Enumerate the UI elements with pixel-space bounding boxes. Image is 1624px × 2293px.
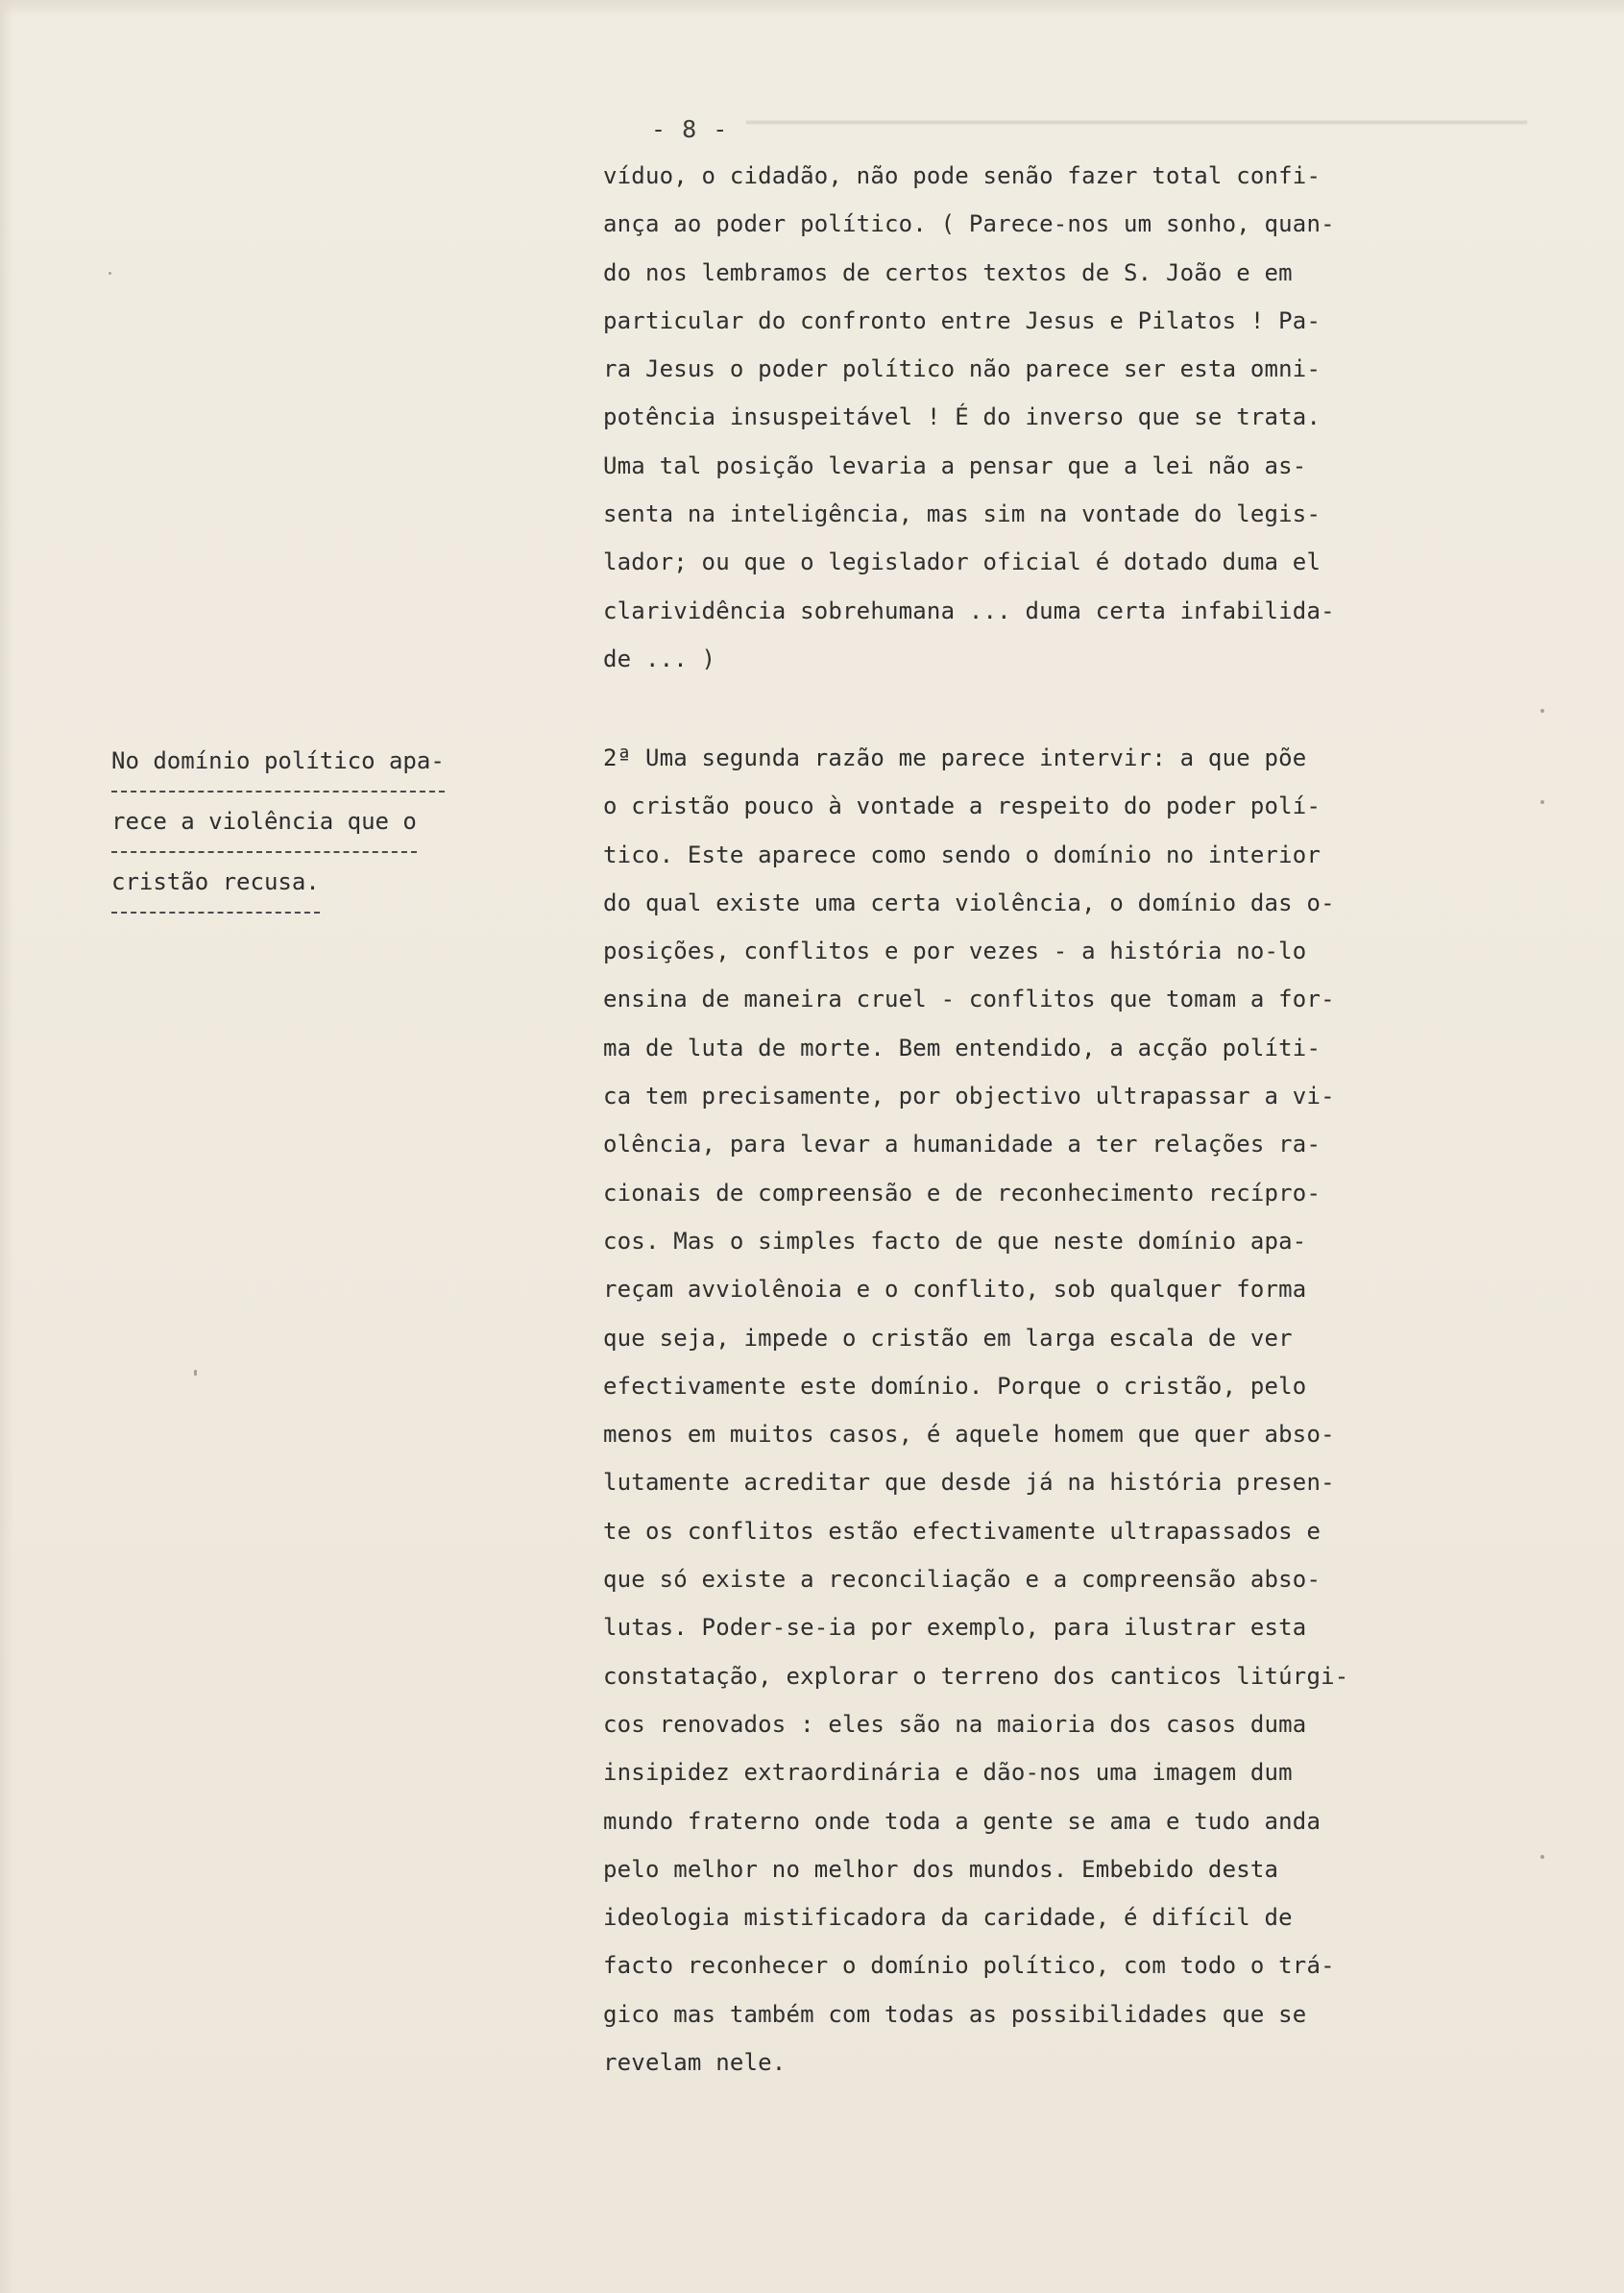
text-line: ensina de maneira cruel - conflitos que tomam a for-: [603, 986, 1335, 1013]
text-line: posições, conflitos e por vezes - a história no-lo: [603, 938, 1307, 965]
text-line: constatação, explorar o terreno dos canticos litúrgi-: [603, 1662, 1349, 1690]
text-line: efectivamente este domínio. Porque o cristão, pelo: [603, 1372, 1307, 1400]
paper-speck: [1540, 1855, 1544, 1859]
text-line: gico mas também com todas as possibilidades que se: [603, 2000, 1307, 2028]
text-line: lutamente acreditar que desde já na história presen-: [603, 1469, 1335, 1497]
text-line: do qual existe uma certa violência, o domínio das o-: [603, 889, 1335, 916]
paper-speck: [1540, 800, 1544, 804]
text-line: olência, para levar a humanidade a ter relações ra-: [603, 1131, 1321, 1159]
text-line: reçam avviolênoia e o conflito, sob qualquer forma: [603, 1276, 1307, 1304]
paper-speck: [1540, 709, 1544, 713]
text-line: víduo, o cidadão, não pode senão fazer total confi-: [603, 162, 1321, 189]
text-line: que seja, impede o cristão em larga escala de ver: [603, 1324, 1293, 1352]
text-line: ideologia mistificadora da caridade, é difícil de: [603, 1904, 1293, 1932]
text-line: ra Jesus o poder político não parece ser esta omni-: [603, 355, 1321, 383]
paragraph-1: [603, 152, 1448, 683]
text-line: ma de luta de morte. Bem entendido, a acção políti-: [603, 1034, 1321, 1061]
text-line: cos renovados : eles são na maioria dos casos duma: [603, 1710, 1307, 1738]
text-line: potência insuspeitável ! É do inverso que se trata.: [603, 403, 1321, 431]
text-line: tico. Este aparece como sendo o domínio no interior: [603, 841, 1321, 868]
text-line: revelam nele.: [603, 2049, 787, 2077]
text-line: pelo melhor no melhor dos mundos. Embebido desta: [603, 1855, 1279, 1883]
text-line: te os conflitos estão efectivamente ultrapassados e: [603, 1517, 1321, 1545]
paper-speck: [109, 272, 111, 275]
text-line: facto reconhecer o domínio político, com todo o trá-: [603, 1952, 1335, 1980]
text-line: 2ª Uma segunda razão me parece intervir: a que põe: [603, 744, 1307, 771]
text-line: particular do confronto entre Jesus e Pilatos ! Pa-: [603, 306, 1321, 334]
text-line: cos. Mas o simples facto de que neste domínio apa-: [603, 1227, 1307, 1255]
paper-speck: [194, 1370, 197, 1376]
text-line: ca tem precisamente, por objectivo ultrapassar a vi-: [603, 1083, 1335, 1110]
text-line: insipidez extraordinária e dão-nos uma imagem dum: [603, 1759, 1293, 1787]
text-line: Uma tal posição levaria a pensar que a lei não as-: [603, 451, 1307, 479]
margin-note-line: rece a violência que o: [111, 802, 417, 853]
text-line: que só existe a reconciliação e a compreensão abso-: [603, 1566, 1321, 1594]
text-line: senta na inteligência, mas sim na vontade do legis-: [603, 500, 1321, 528]
page-number: - 8 -: [651, 115, 729, 143]
page-edge-shadow: [0, 0, 1624, 17]
text-line: ança ao poder político. ( Parece-nos um sonho, quan-: [603, 210, 1335, 238]
text-line: lutas. Poder-se-ia por exemplo, para ilustrar esta: [603, 1614, 1307, 1642]
text-line: do nos lembramos de certos textos de S. João e em: [603, 258, 1293, 286]
text-line: clarividência sobrehumana ... duma certa infabilida-: [603, 597, 1335, 624]
paragraph-2: [603, 734, 1448, 2086]
margin-note-line: No domínio político apa-: [111, 742, 445, 793]
bleed-through-texture: ▁▁▁▁▁▁▁▁▁▁▁▁▁▁▁▁▁▁▁▁▁▁▁▁▁▁▁▁▁▁▁▁▁▁▁▁▁▁▁▁▁▁▁▁▁▁▁▁▁▁▁▁▁▁: [746, 96, 1527, 124]
text-line: mundo fraterno onde toda a gente se ama e tudo anda: [603, 1807, 1321, 1835]
text-line: cionais de compreensão e de reconhecimento recípro-: [603, 1179, 1321, 1207]
text-line: lador; ou que o legislador oficial é dotado duma el: [603, 549, 1321, 576]
margin-note-line: cristão recusa.: [111, 863, 320, 914]
text-line: de ... ): [603, 645, 716, 672]
page-edge-shadow-left: [0, 0, 13, 2293]
margin-note: [111, 742, 515, 923]
text-line: o cristão pouco à vontade a respeito do poder polí-: [603, 793, 1321, 820]
text-line: menos em muitos casos, é aquele homem que quer abso-: [603, 1421, 1335, 1449]
